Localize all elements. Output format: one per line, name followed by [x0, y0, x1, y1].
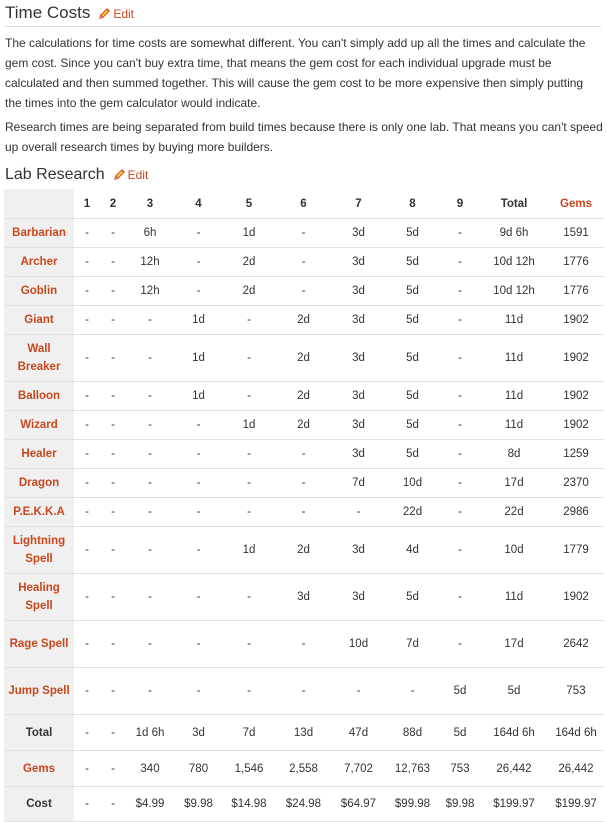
table-cell: 1591: [548, 219, 604, 248]
table-cell: -: [74, 219, 100, 248]
table-cell: 3d: [275, 574, 332, 621]
table-cell: -: [74, 411, 100, 440]
table-cell: -: [223, 621, 275, 668]
table-cell: -: [100, 498, 126, 527]
table-cell: 1d: [223, 411, 275, 440]
table-cell: -: [74, 715, 100, 751]
header-cell: Gems: [548, 189, 604, 219]
table-cell: 1d 6h: [126, 715, 174, 751]
summary-row: [4, 787, 604, 822]
table-cell: 1776: [548, 277, 604, 306]
table-row: [4, 527, 604, 574]
table-cell: -: [275, 621, 332, 668]
table-row: [4, 469, 604, 498]
table-body: [4, 219, 604, 822]
table-cell: -: [174, 621, 223, 668]
edit-link[interactable]: [113, 166, 149, 182]
header-row: [4, 189, 604, 219]
table-cell: -: [100, 715, 126, 751]
intro-paragraph: The calculations for time costs are somewhat different. You can't simply add up all the times and calculate the gem cost. Since you can't buy extra time, that means the gem cost for each individual upgrade must be calculated and then summed together. This will cause the gem cost to be more expensive then simply putting the times into the gem calculator would indicate.: [5, 36, 586, 110]
table-cell: -: [440, 335, 480, 382]
table-cell: -: [100, 277, 126, 306]
table-cell: 3d: [332, 335, 385, 382]
table-cell: 1902: [548, 335, 604, 382]
table-row: [4, 277, 604, 306]
table-cell: 5d: [385, 219, 440, 248]
section-title: Lab Research: [5, 166, 105, 183]
table-cell: 4d: [385, 527, 440, 574]
table-cell: 26,442: [480, 751, 548, 787]
table-cell: -: [100, 574, 126, 621]
table-cell: -: [223, 498, 275, 527]
table-cell: -: [74, 668, 100, 715]
table-cell: -: [174, 469, 223, 498]
table-cell: 1d: [223, 219, 275, 248]
table-row: [4, 248, 604, 277]
table-row: [4, 219, 604, 248]
table-cell: 1902: [548, 382, 604, 411]
table-cell: 88d: [385, 715, 440, 751]
table-cell: 2d: [223, 248, 275, 277]
troop-name-link[interactable]: Wall Breaker: [4, 335, 74, 382]
header-cell: 5: [223, 189, 275, 219]
table-cell: 2d: [275, 411, 332, 440]
table-cell: -: [74, 574, 100, 621]
table-row: [4, 440, 604, 469]
table-cell: 1d: [223, 527, 275, 574]
table-cell: -: [223, 574, 275, 621]
table-cell: 1779: [548, 527, 604, 574]
heading-divider: [5, 26, 601, 27]
table-cell: 11d: [480, 306, 548, 335]
table-cell: -: [275, 440, 332, 469]
table-cell: 3d: [332, 527, 385, 574]
table-cell: 5d: [385, 277, 440, 306]
troop-name-link[interactable]: Healer: [4, 440, 74, 469]
table-cell: -: [74, 469, 100, 498]
table-cell: 22d: [480, 498, 548, 527]
table-cell: -: [440, 248, 480, 277]
table-cell: -: [440, 277, 480, 306]
table-cell: 10d 12h: [480, 277, 548, 306]
table-row: [4, 306, 604, 335]
header-cell: 9: [440, 189, 480, 219]
table-cell: -: [74, 306, 100, 335]
table-cell: -: [174, 498, 223, 527]
table-cell: -: [100, 668, 126, 715]
table-cell: 1,546: [223, 751, 275, 787]
table-cell: 9d 6h: [480, 219, 548, 248]
table-cell: -: [126, 469, 174, 498]
table-cell: $14.98: [223, 787, 275, 822]
table-cell: $64.97: [332, 787, 385, 822]
section-title: Time Costs: [5, 3, 91, 22]
troop-name-link[interactable]: Goblin: [4, 277, 74, 306]
table-row: [4, 498, 604, 527]
table-cell: -: [440, 469, 480, 498]
table-cell: -: [223, 306, 275, 335]
table-cell: -: [332, 668, 385, 715]
table-row: [4, 668, 604, 715]
table-cell: -: [126, 335, 174, 382]
table-cell: -: [126, 306, 174, 335]
table-cell: 2642: [548, 621, 604, 668]
table-cell: 26,442: [548, 751, 604, 787]
table-cell: 5d: [440, 715, 480, 751]
table-cell: 3d: [332, 277, 385, 306]
pencil-icon: [113, 168, 126, 181]
table-cell: 3d: [332, 248, 385, 277]
table-cell: -: [100, 621, 126, 668]
edit-label: Edit: [113, 7, 135, 21]
table-cell: -: [174, 248, 223, 277]
table-cell: 5d: [385, 382, 440, 411]
table-cell: 340: [126, 751, 174, 787]
header-cell: Total: [480, 189, 548, 219]
table-cell: -: [275, 498, 332, 527]
table-cell: -: [100, 469, 126, 498]
table-row: [4, 574, 604, 621]
table-cell: -: [440, 411, 480, 440]
troop-name-link[interactable]: Dragon: [4, 469, 74, 498]
troop-name-link[interactable]: Archer: [4, 248, 74, 277]
table-cell: -: [74, 787, 100, 822]
table-cell: 12h: [126, 277, 174, 306]
table-cell: 5d: [440, 668, 480, 715]
table-cell: 7,702: [332, 751, 385, 787]
table-cell: 13d: [275, 715, 332, 751]
table-cell: 1259: [548, 440, 604, 469]
header-cell: 7: [332, 189, 385, 219]
table-cell: 12,763: [385, 751, 440, 787]
header-cell: 1: [74, 189, 100, 219]
table-cell: -: [74, 277, 100, 306]
table-cell: -: [174, 668, 223, 715]
table-cell: -: [74, 440, 100, 469]
table-cell: -: [440, 440, 480, 469]
table-cell: -: [100, 527, 126, 574]
edit-label: Edit: [127, 168, 149, 182]
header-cell: 4: [174, 189, 223, 219]
table-row: [4, 335, 604, 382]
table-cell: -: [74, 248, 100, 277]
table-cell: 2d: [275, 382, 332, 411]
table-cell: -: [223, 469, 275, 498]
troop-name-link[interactable]: Barbarian: [4, 219, 74, 248]
edit-link[interactable]: [98, 5, 134, 21]
table-cell: 1902: [548, 306, 604, 335]
table-cell: -: [100, 787, 126, 822]
pencil-icon: [98, 7, 111, 20]
table-cell: $9.98: [174, 787, 223, 822]
table-cell: 2d: [275, 306, 332, 335]
table-cell: 5d: [385, 248, 440, 277]
troop-name-link[interactable]: Jump Spell: [4, 668, 74, 715]
table-cell: -: [223, 440, 275, 469]
header-cell: 6: [275, 189, 332, 219]
troop-name-link[interactable]: Giant: [4, 306, 74, 335]
header-cell: 2: [100, 189, 126, 219]
table-cell: -: [74, 527, 100, 574]
table-cell: 6h: [126, 219, 174, 248]
table-cell: 17d: [480, 469, 548, 498]
table-cell: 11d: [480, 411, 548, 440]
table-cell: 3d: [174, 715, 223, 751]
table-cell: 10d 12h: [480, 248, 548, 277]
table-cell: -: [174, 527, 223, 574]
table-cell: 5d: [385, 335, 440, 382]
table-cell: -: [174, 574, 223, 621]
table-cell: 753: [548, 668, 604, 715]
table-cell: -: [223, 668, 275, 715]
table-cell: 7d: [385, 621, 440, 668]
table-cell: -: [440, 574, 480, 621]
table-cell: -: [174, 440, 223, 469]
table-cell: 3d: [332, 574, 385, 621]
table-cell: -: [385, 668, 440, 715]
lab-research-table: [4, 189, 604, 822]
table-cell: 17d: [480, 621, 548, 668]
table-cell: -: [223, 382, 275, 411]
table-cell: 2d: [275, 527, 332, 574]
table-cell: -: [126, 498, 174, 527]
table-cell: 3d: [332, 411, 385, 440]
table-cell: 5d: [385, 440, 440, 469]
table-cell: 5d: [480, 668, 548, 715]
table-cell: 780: [174, 751, 223, 787]
table-cell: -: [100, 440, 126, 469]
table-cell: 1902: [548, 574, 604, 621]
table-cell: 2,558: [275, 751, 332, 787]
table-cell: -: [174, 411, 223, 440]
table-cell: -: [440, 498, 480, 527]
table-cell: -: [174, 277, 223, 306]
table-cell: -: [223, 335, 275, 382]
table-cell: 5d: [385, 306, 440, 335]
research-paragraph: Research times are being separated from build times because there is only one lab. That means you can't speed up overall research times by buying more builders.: [5, 120, 603, 154]
header-cell: 3: [126, 189, 174, 219]
summary-row: [4, 751, 604, 787]
table-cell: 11d: [480, 382, 548, 411]
table-cell: -: [74, 335, 100, 382]
table-cell: 10d: [332, 621, 385, 668]
summary-row: [4, 715, 604, 751]
table-cell: 3d: [332, 219, 385, 248]
table-cell: -: [332, 498, 385, 527]
table-cell: 47d: [332, 715, 385, 751]
table-cell: 1902: [548, 411, 604, 440]
table-cell: -: [100, 751, 126, 787]
table-cell: 5d: [385, 574, 440, 621]
table-cell: -: [126, 621, 174, 668]
table-cell: -: [440, 306, 480, 335]
table-cell: 1d: [174, 335, 223, 382]
table-cell: 22d: [385, 498, 440, 527]
table-cell: -: [126, 411, 174, 440]
table-cell: -: [126, 382, 174, 411]
table-cell: 12h: [126, 248, 174, 277]
table-cell: $24.98: [275, 787, 332, 822]
table-row: [4, 411, 604, 440]
table-cell: 1d: [174, 306, 223, 335]
table-cell: -: [74, 498, 100, 527]
table-row: [4, 621, 604, 668]
table-cell: 3d: [332, 306, 385, 335]
table-cell: -: [100, 219, 126, 248]
table-cell: 2986: [548, 498, 604, 527]
table-cell: -: [440, 382, 480, 411]
table-cell: 1776: [548, 248, 604, 277]
table-row: [4, 382, 604, 411]
table-cell: 2d: [223, 277, 275, 306]
header-cell: [4, 189, 74, 219]
table-cell: -: [275, 277, 332, 306]
table-cell: -: [74, 382, 100, 411]
table-cell: 164d 6h: [548, 715, 604, 751]
table-cell: -: [275, 248, 332, 277]
table-cell: -: [126, 668, 174, 715]
table-cell: $99.98: [385, 787, 440, 822]
table-cell: $4.99: [126, 787, 174, 822]
table-cell: -: [275, 668, 332, 715]
table-cell: 11d: [480, 335, 548, 382]
table-cell: -: [275, 469, 332, 498]
table-cell: -: [100, 335, 126, 382]
table-cell: -: [100, 306, 126, 335]
table-cell: -: [126, 574, 174, 621]
table-cell: 11d: [480, 574, 548, 621]
table-cell: -: [100, 248, 126, 277]
table-cell: $199.97: [548, 787, 604, 822]
table-cell: 753: [440, 751, 480, 787]
table-cell: 164d 6h: [480, 715, 548, 751]
table-cell: 5d: [385, 411, 440, 440]
table-cell: -: [275, 219, 332, 248]
table-cell: -: [126, 527, 174, 574]
troop-name-link[interactable]: Wizard: [4, 411, 74, 440]
troop-name-link[interactable]: Balloon: [4, 382, 74, 411]
table-cell: $199.97: [480, 787, 548, 822]
table-cell: 1d: [174, 382, 223, 411]
table-cell: 3d: [332, 382, 385, 411]
header-cell: 8: [385, 189, 440, 219]
table-cell: -: [74, 751, 100, 787]
table-cell: -: [100, 411, 126, 440]
table-cell: 2d: [275, 335, 332, 382]
table-cell: -: [74, 621, 100, 668]
table-cell: 7d: [223, 715, 275, 751]
time-costs-heading: [5, 3, 134, 23]
table-cell: -: [100, 382, 126, 411]
troop-name-link[interactable]: Lightning Spell: [4, 527, 74, 574]
summary-label: Gems: [4, 751, 74, 787]
table-cell: 10d: [385, 469, 440, 498]
table-cell: -: [126, 440, 174, 469]
table-cell: -: [440, 527, 480, 574]
summary-label: Total: [4, 715, 74, 751]
lab-research-heading: [5, 166, 148, 184]
troop-name-link[interactable]: P.E.K.K.A: [4, 498, 74, 527]
troop-name-link[interactable]: Rage Spell: [4, 621, 74, 668]
table-cell: 2370: [548, 469, 604, 498]
table-cell: 8d: [480, 440, 548, 469]
table-cell: 3d: [332, 440, 385, 469]
table-cell: -: [440, 621, 480, 668]
table-cell: 7d: [332, 469, 385, 498]
table-cell: 10d: [480, 527, 548, 574]
summary-label: Cost: [4, 787, 74, 822]
table-cell: -: [440, 219, 480, 248]
table-cell: $9.98: [440, 787, 480, 822]
table-cell: -: [174, 219, 223, 248]
troop-name-link[interactable]: Healing Spell: [4, 574, 74, 621]
